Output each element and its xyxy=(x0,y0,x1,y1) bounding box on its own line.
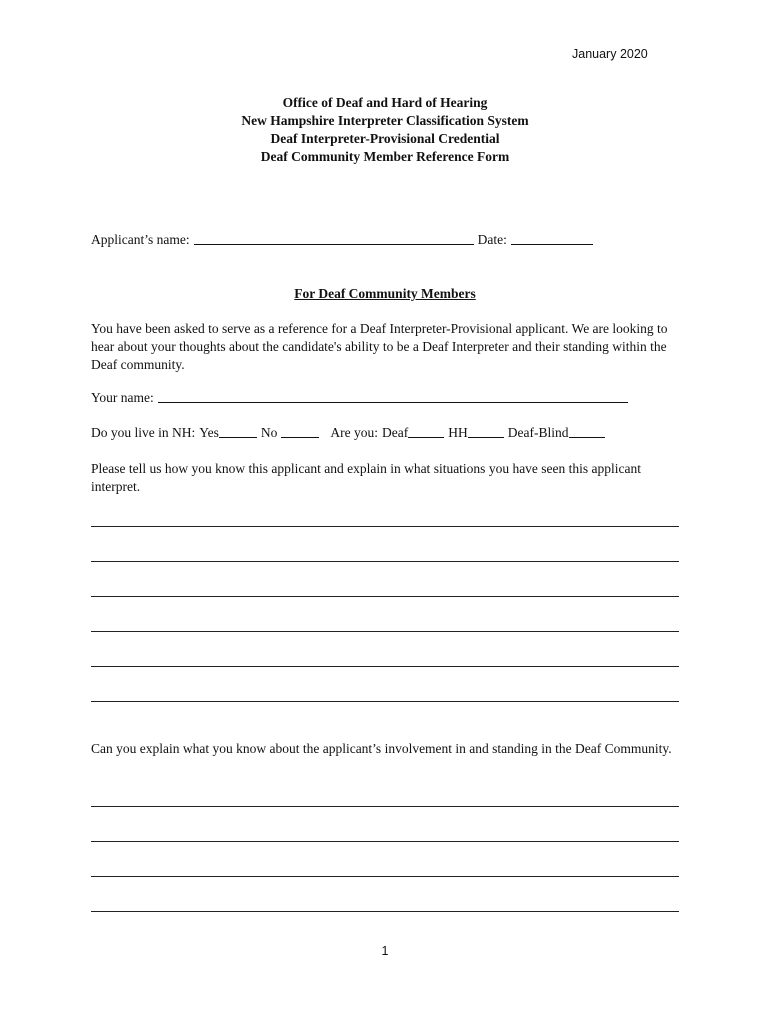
heading-line-credential: Deaf Interpreter-Provisional Credential xyxy=(270,131,500,146)
answer-line-q2[interactable] xyxy=(91,806,679,807)
applicant-date-label: Date: xyxy=(477,232,507,247)
answer-line-q2[interactable] xyxy=(91,911,679,912)
your-name-label: Your name: xyxy=(91,390,154,405)
residency-row xyxy=(91,425,605,441)
yes-field[interactable] xyxy=(219,425,257,438)
heading-line-office: Office of Deaf and Hard of Hearing xyxy=(282,95,488,110)
your-name-field[interactable] xyxy=(158,390,628,403)
no-label: No xyxy=(260,425,278,440)
applicant-date-field[interactable] xyxy=(511,232,593,245)
applicant-name-field[interactable] xyxy=(194,232,474,245)
your-name-row xyxy=(91,390,628,406)
question-2: Can you explain what you know about the applicant’s involvement in and standing in the Deaf Community. xyxy=(91,741,672,756)
hh-label: HH xyxy=(448,425,468,440)
deaf-label: Deaf xyxy=(382,425,409,440)
form-heading xyxy=(0,94,770,166)
intro-paragraph: You have been asked to serve as a reference for a Deaf Interpreter-Provisional applicant. We are looking to hear about your thoughts about the candidate's ability to be a Deaf Interpreter and their standing within the Deaf community. xyxy=(91,321,668,372)
heading-line-form: Deaf Community Member Reference Form xyxy=(260,149,510,164)
answer-line-q2[interactable] xyxy=(91,841,679,842)
deafblind-label: Deaf-Blind xyxy=(507,425,569,440)
live-in-nh-label: Do you live in NH: xyxy=(91,425,196,440)
question-1: Please tell us how you know this applicant and explain in what situations you have seen this applicant interpret. xyxy=(91,461,642,494)
answer-line-q1[interactable] xyxy=(91,701,679,702)
section-title: For Deaf Community Members xyxy=(294,286,476,301)
answer-line-q1[interactable] xyxy=(91,631,679,632)
hh-field[interactable] xyxy=(468,425,504,438)
deafblind-field[interactable] xyxy=(569,425,605,438)
answer-line-q1[interactable] xyxy=(91,666,679,667)
yes-label: Yes xyxy=(199,425,219,440)
heading-line-system: New Hampshire Interpreter Classification System xyxy=(241,113,529,128)
answer-line-q1[interactable] xyxy=(91,596,679,597)
page-number: 1 xyxy=(381,944,389,958)
answer-line-q1[interactable] xyxy=(91,561,679,562)
document-date: January 2020 xyxy=(572,47,648,61)
answer-line-q1[interactable] xyxy=(91,526,679,527)
applicant-name-label: Applicant’s name: xyxy=(91,232,190,247)
answer-line-q2[interactable] xyxy=(91,876,679,877)
are-you-label: Are you: xyxy=(330,425,379,440)
deaf-field[interactable] xyxy=(408,425,444,438)
no-field[interactable] xyxy=(281,425,319,438)
applicant-row xyxy=(91,232,593,248)
